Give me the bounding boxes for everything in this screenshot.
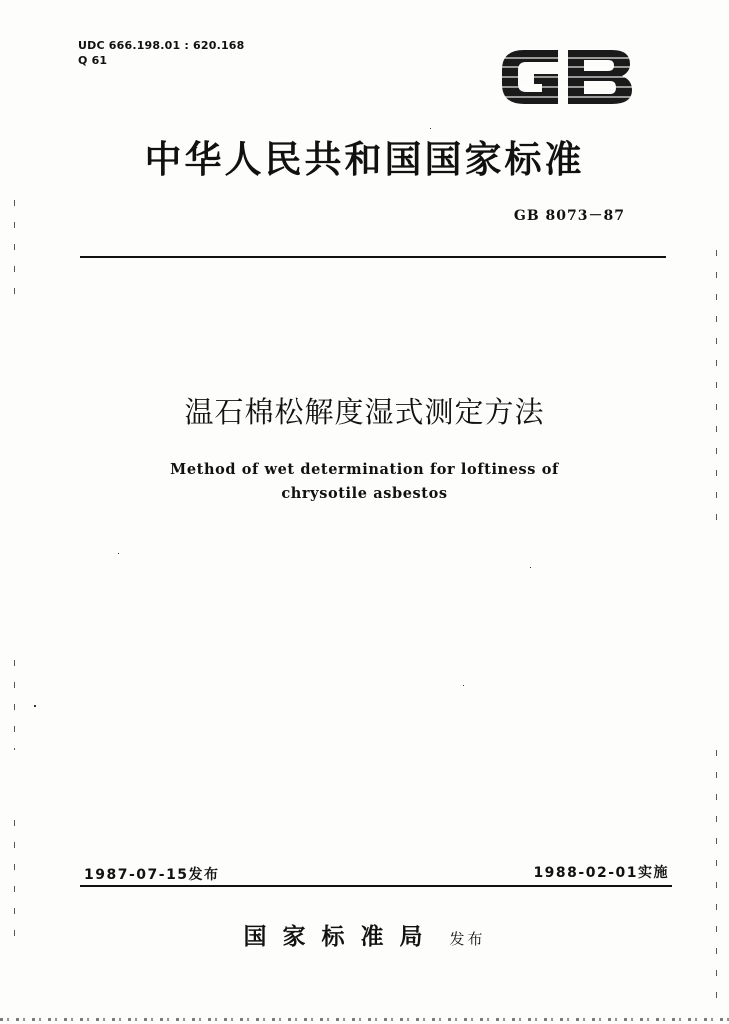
main-title: 中华人民共和国国家标准	[144, 138, 585, 181]
scan-speck	[530, 567, 531, 568]
scan-edge-marks	[716, 750, 717, 1010]
category-code: Q 61	[78, 54, 108, 67]
classification-codes	[78, 38, 245, 68]
issue-date: 1987-07-15发布	[84, 867, 220, 883]
publisher-name: 国家标准局	[243, 924, 439, 950]
scan-speck	[118, 553, 119, 554]
title-english-line-2: chrysotile asbestos	[281, 485, 448, 502]
scan-edge-marks	[14, 820, 15, 940]
header-divider	[80, 256, 666, 258]
scan-speck	[463, 685, 464, 686]
udc-code: UDC 666.198.01 : 620.168	[78, 39, 245, 52]
implementation-date: 1988-02-01实施	[533, 865, 669, 881]
footer-divider	[80, 885, 672, 887]
title-english	[0, 458, 729, 506]
scan-edge-marks	[716, 250, 717, 530]
scan-speck	[430, 128, 431, 129]
title-chinese: 温石棉松解度湿式测定方法	[184, 395, 545, 429]
publisher-action: 发布	[449, 930, 486, 948]
gb-logo-icon	[496, 40, 636, 114]
publisher-line	[0, 918, 729, 951]
scan-edge-marks	[14, 660, 15, 750]
scan-bottom-noise	[0, 1018, 729, 1021]
scan-edge-marks	[14, 200, 15, 310]
scan-speck	[34, 705, 36, 707]
standard-number: GB 8073－87	[513, 208, 625, 224]
title-english-line-1: Method of wet determination for loftiness of	[170, 461, 559, 478]
